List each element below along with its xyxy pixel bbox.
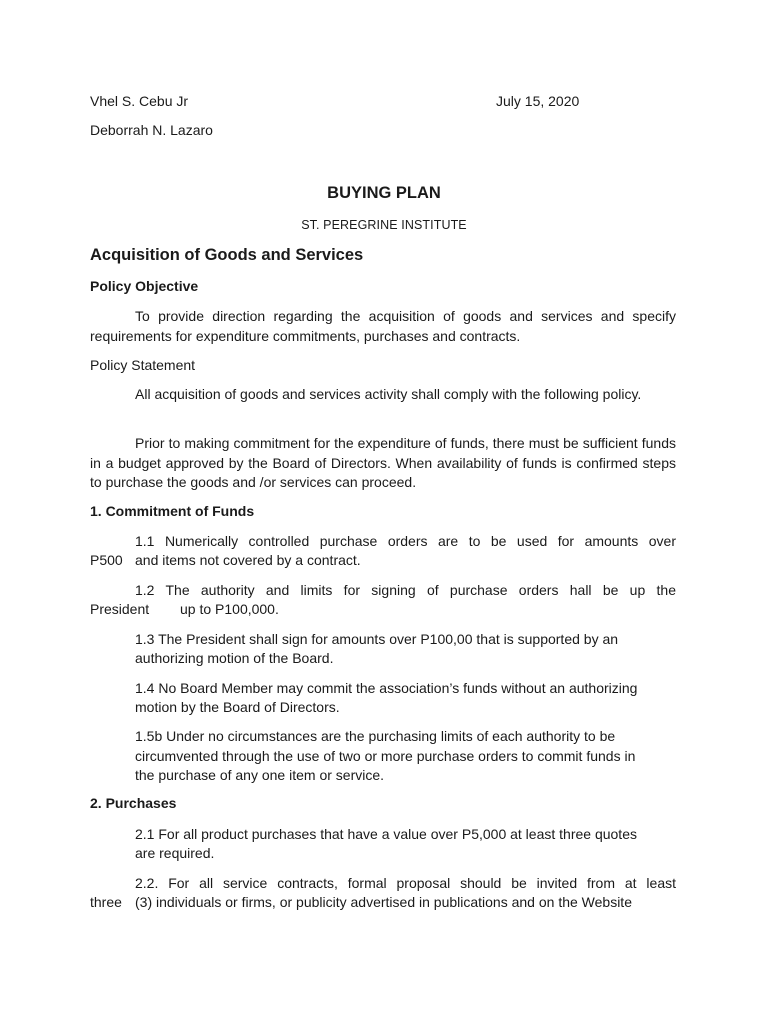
item-1-4-line-1: 1.4 No Board Member may commit the association’s funds without an authorizing bbox=[135, 680, 638, 696]
policy-statement-paragraph-2: Prior to making commitment for the expenditure of funds, there must be sufficient funds in a budget approved by the Board of Directors. When availability of funds is confirmed steps to purchase the goods and /or services can proceed. bbox=[90, 435, 676, 490]
item-1-2-line-2: up to P100,000. bbox=[180, 601, 279, 617]
item-2-1-line-2: are required. bbox=[135, 845, 215, 861]
section-heading: Acquisition of Goods and Services bbox=[90, 246, 364, 264]
document-date: July 15, 2020 bbox=[496, 93, 580, 109]
author-name-secondary: Deborrah N. Lazaro bbox=[90, 122, 213, 138]
document-title: BUYING PLAN bbox=[327, 184, 441, 202]
item-1-1-line-1: 1.1 Numerically controlled purchase orders are to be used for amounts over bbox=[135, 533, 676, 549]
policy-objective-heading: Policy Objective bbox=[90, 278, 199, 294]
item-1-1-line-2: and items not covered by a contract. bbox=[135, 552, 361, 568]
organization-name: ST. PEREGRINE INSTITUTE bbox=[301, 218, 467, 232]
item-1-4-line-2: motion by the Board of Directors. bbox=[135, 699, 340, 715]
commitment-of-funds-heading: 1. Commitment of Funds bbox=[90, 503, 255, 519]
item-1-2-line-1: 1.2 The authority and limits for signing of purchase orders hall be up the bbox=[135, 582, 676, 598]
item-2-2-line-2: (3) individuals or firms, or publicity advertised in publications and on the Website bbox=[135, 894, 632, 910]
item-1-3-line-2: authorizing motion of the Board. bbox=[135, 650, 334, 666]
item-1-1-line-2-lead: P500 bbox=[90, 552, 123, 568]
item-2-2-line-2-lead: three bbox=[90, 894, 122, 910]
item-1-2-line-2-lead: President bbox=[90, 601, 150, 617]
item-1-3-line-1: 1.3 The President shall sign for amounts over P100,00 that is supported by an bbox=[135, 631, 619, 647]
item-1-5b-line-2: circumvented through the use of two or more purchase orders to commit funds in bbox=[135, 748, 636, 764]
item-2-1-line-1: 2.1 For all product purchases that have a value over P5,000 at least three quotes bbox=[135, 826, 637, 842]
item-1-5b-line-1: 1.5b Under no circumstances are the purchasing limits of each authority to be bbox=[135, 728, 616, 744]
policy-statement-paragraph-1: All acquisition of goods and services activity shall comply with the following policy. bbox=[135, 386, 642, 402]
item-1-5b-line-3: the purchase of any one item or service. bbox=[135, 767, 385, 783]
item-2-2-line-1: 2.2. For all service contracts, formal proposal should be invited from at least bbox=[135, 875, 676, 891]
author-name-primary: Vhel S. Cebu Jr bbox=[90, 93, 189, 109]
purchases-heading: 2. Purchases bbox=[90, 795, 177, 811]
policy-objective-text: To provide direction regarding the acquisition of goods and services and specify requirements for expenditure commitments, purchases and contracts. bbox=[90, 308, 676, 344]
policy-statement-heading: Policy Statement bbox=[90, 357, 196, 373]
